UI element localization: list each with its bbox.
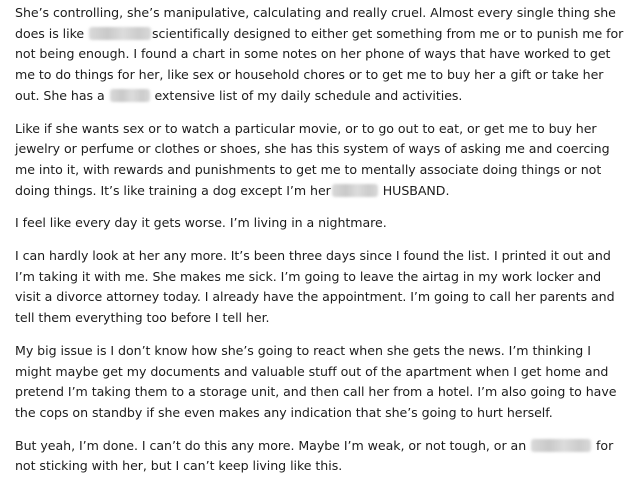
text-run: extensive list of my daily schedule and activities. bbox=[150, 87, 463, 103]
text-run: I can hardly look at her any more. It’s been three days since I found the list. I printed it out and I’m taking it with me. She makes me sick. I’m going to leave the airtag in my work locker and visit a divorce attorney today. I already have the appointment. I’m going to call her parents and tell them everything too before I tell her. bbox=[15, 248, 615, 326]
redacted-word-blur bbox=[89, 27, 151, 40]
paragraph-3 bbox=[15, 213, 627, 234]
text-run: for not sticking with her, but I can’t keep living like this. bbox=[15, 437, 614, 474]
post-body bbox=[15, 3, 627, 489]
paragraph-5 bbox=[15, 341, 627, 424]
text-run: But yeah, I’m done. I can’t do this any more. Maybe I’m weak, or not tough, or an bbox=[15, 437, 531, 453]
text-run: I feel like every day it gets worse. I’m living in a nightmare. bbox=[15, 215, 387, 231]
text-run: My big issue is I don’t know how she’s going to react when she gets the news. I’m thinking I might maybe get my documents and valuable stuff out of the apartment when I get home and pretend I’m taking them to a storage unit, and then call her from a hotel. I’m also going to have the cops on standby if she even makes any indication that she’s going to hurt herself. bbox=[15, 342, 617, 420]
text-run: She’s controlling, she’s manipulative, calculating and really cruel. Almost every single thing she does is like bbox=[15, 5, 616, 41]
paragraph-2 bbox=[15, 119, 627, 202]
paragraph-4 bbox=[15, 246, 627, 329]
text-run: scientifically designed to either get something from me or to punish me for not being enough. I found a chart in some notes on her phone of ways that have worked to get me to do things for her, like sex or household chores or to get me to buy her a gift or take her out. She has a bbox=[15, 25, 624, 103]
redacted-word-blur bbox=[332, 184, 378, 197]
paragraph-6 bbox=[15, 436, 627, 477]
redacted-word-blur bbox=[531, 439, 591, 452]
text-run: HUSBAND. bbox=[378, 182, 450, 198]
redacted-word-blur bbox=[110, 89, 150, 102]
text-run: Like if she wants sex or to watch a particular movie, or to go out to eat, or get me to buy her jewelry or perfume or clothes or shoes, she has this system of ways of asking me and coercing me into it, with rewards and punishments to get me to mentally associate doing things or not doing things. It’s like training a dog except I’m her bbox=[15, 120, 610, 198]
paragraph-1 bbox=[15, 3, 627, 107]
